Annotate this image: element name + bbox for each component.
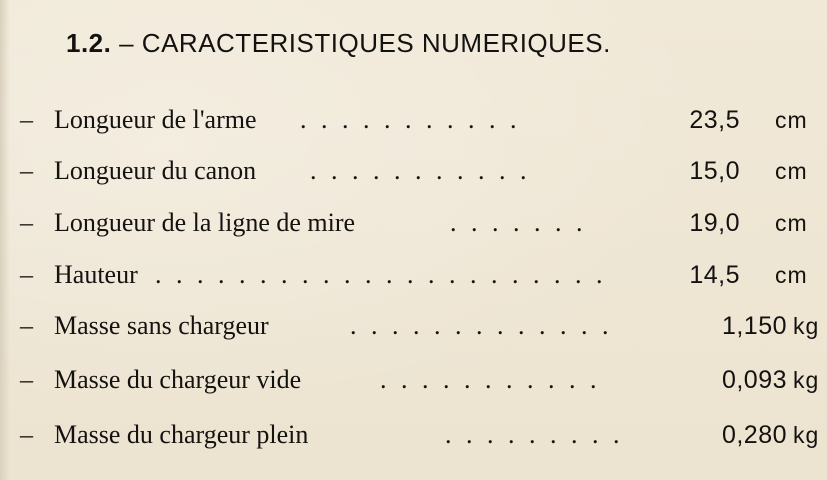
spec-unit: cm	[775, 107, 808, 133]
leader-dots: . . . . . . . . . . . . .	[350, 311, 613, 340]
spec-label: Longueur de l'arme	[54, 105, 257, 134]
list-dash: –	[20, 311, 33, 340]
spec-unit: kg	[793, 422, 820, 448]
leader-dots: . . . . . . . . . . .	[380, 365, 601, 394]
spec-value: 0,093	[721, 366, 787, 394]
section-title: – CARACTERISTIQUES NUMERIQUES.	[119, 28, 611, 58]
leader-dots: . . . . . . . . .	[445, 420, 624, 449]
list-dash: –	[20, 208, 33, 237]
list-dash: –	[20, 156, 33, 185]
spec-row-chargeur-plein	[20, 415, 820, 455]
spec-value: 14,5	[689, 261, 740, 289]
list-dash: –	[20, 420, 33, 449]
spec-value: 23,5	[689, 106, 740, 134]
spec-unit: kg	[793, 313, 820, 339]
leader-dots: . . . . . . . . . . . . . . . . . . . . . .	[155, 260, 607, 289]
spec-row-chargeur-vide	[20, 360, 820, 400]
spec-label: Hauteur	[54, 260, 138, 289]
section-number: 1.2.	[66, 28, 112, 58]
page-edge-shadow	[0, 0, 10, 480]
spec-unit: cm	[775, 210, 808, 236]
spec-label: Masse du chargeur plein	[54, 420, 309, 449]
spec-label: Masse du chargeur vide	[54, 365, 302, 394]
list-dash: –	[20, 365, 33, 394]
spec-label: Longueur de la ligne de mire	[54, 208, 356, 237]
spec-row-hauteur	[20, 255, 820, 295]
list-dash: –	[20, 260, 33, 289]
spec-row-ligne-mire	[20, 203, 820, 243]
list-dash: –	[20, 105, 33, 134]
spec-label: Longueur du canon	[54, 156, 257, 185]
spec-row-longueur-arme	[20, 100, 820, 140]
spec-value: 19,0	[689, 209, 740, 237]
spec-value: 15,0	[689, 157, 740, 185]
spec-unit: kg	[793, 367, 820, 393]
spec-value: 0,280	[721, 421, 787, 449]
spec-row-longueur-canon	[20, 151, 820, 191]
spec-value: 1,150	[721, 312, 787, 340]
spec-unit: cm	[775, 158, 808, 184]
leader-dots: . . . . . . .	[450, 208, 587, 237]
leader-dots: . . . . . . . . . . .	[310, 156, 531, 185]
spec-row-masse-sans-chargeur	[20, 306, 820, 346]
spec-label: Masse sans chargeur	[54, 311, 269, 340]
section-heading	[66, 28, 611, 59]
leader-dots: . . . . . . . . . . .	[300, 105, 521, 134]
spec-unit: cm	[775, 262, 808, 288]
